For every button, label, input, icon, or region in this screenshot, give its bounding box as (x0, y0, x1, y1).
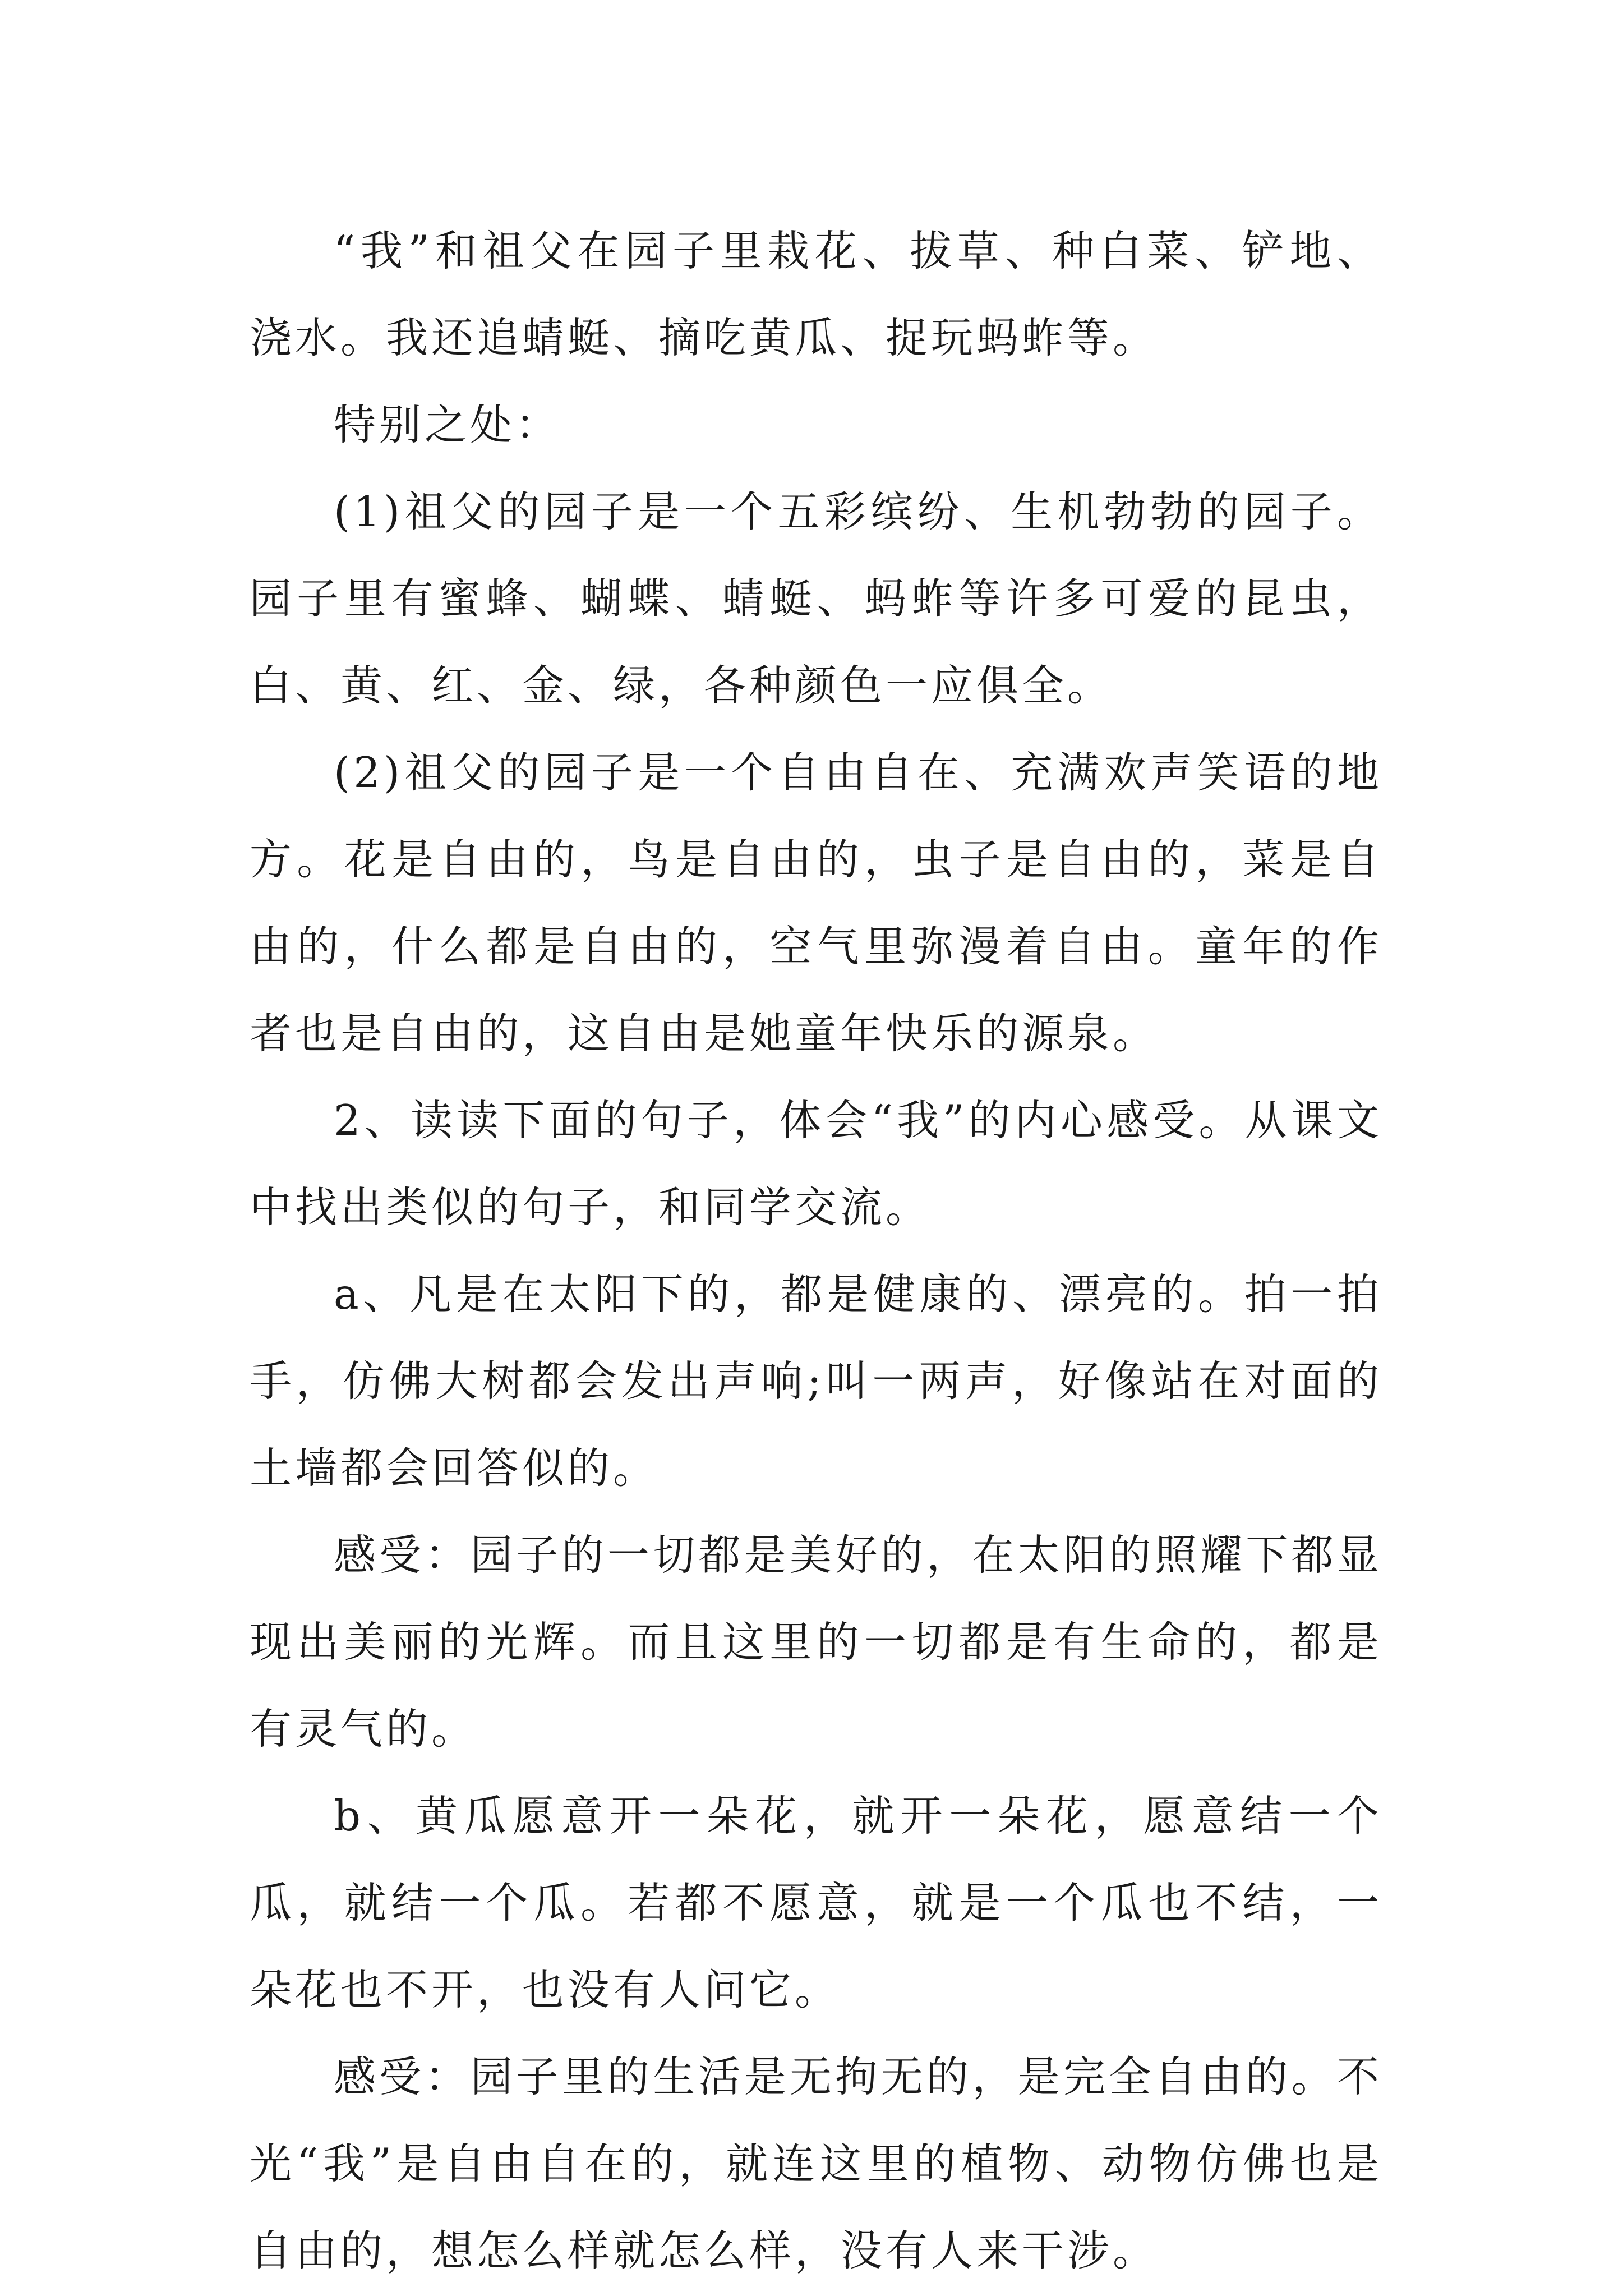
paragraph-feeling-b: 感受：园子里的生活是无拘无的，是完全自由的。不光“我”是自由自在的，就连这里的植物、动物仿佛也是自由的，想怎么样就怎么样，没有人来干涉。 (250, 2052, 1382, 2275)
paragraph-sentence-b: b、黄瓜愿意开一朵花，就开一朵花，愿意结一个瓜，就结一个瓜。若都不愿意，就是一个瓜也不结，一朵花也不开，也没有人问它。 (250, 1791, 1382, 2014)
document-body (250, 208, 1382, 2294)
paragraph-point-1: (1)祖父的园子是一个五彩缤纷、生机勃勃的园子。园子里有蜜蜂、蝴蝶、蜻蜓、蚂蚱等许多可爱的昆虫，白、黄、红、金、绿，各种颜色一应俱全。 (250, 487, 1382, 710)
paragraph-feeling-a: 感受：园子的一切都是美好的，在太阳的照耀下都显现出美丽的光辉。而且这里的一切都是有生命的，都是有灵气的。 (250, 1530, 1382, 1754)
paragraph-point-2: (2)祖父的园子是一个自由自在、充满欢声笑语的地方。花是自由的，鸟是自由的，虫子是自由的，菜是自由的，什么都是自由的，空气里弥漫着自由。童年的作者也是自由的，这自由是她童年快乐的源泉。 (250, 748, 1382, 1058)
paragraph-question-2: 2、读读下面的句子，体会“我”的内心感受。从课文中找出类似的句子，和同学交流。 (250, 1096, 1382, 1232)
paragraph-special-heading: 特别之处： (334, 400, 561, 449)
paragraph-sentence-a: a、凡是在太阳下的，都是健康的、漂亮的。拍一拍手，仿佛大树都会发出声响;叫一两声，好像站在对面的土墙都会回答似的。 (250, 1269, 1382, 1493)
paragraph-activities: “我”和祖父在园子里栽花、拔草、种白菜、铲地、浇水。我还追蜻蜓、摘吃黄瓜、捉玩蚂蚱等。 (250, 226, 1382, 362)
